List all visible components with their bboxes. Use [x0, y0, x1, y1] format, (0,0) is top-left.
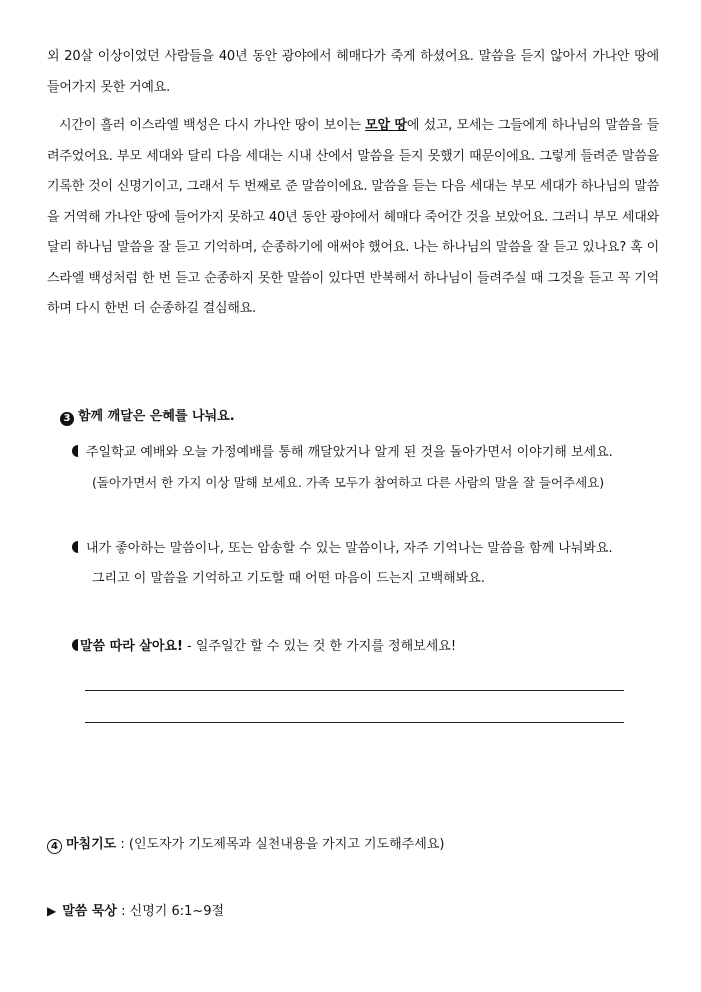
question-3 — [72, 632, 456, 662]
question-2-subtext: 그리고 이 말씀을 기억하고 기도할 때 어떤 마음이 드는지 고백해봐요. — [92, 571, 485, 586]
section-3-heading — [60, 405, 235, 426]
answer-line-1[interactable] — [85, 690, 624, 691]
answer-line-2[interactable] — [85, 722, 624, 723]
section-4-title: 마침기도 — [66, 837, 117, 852]
half-circle-bullet-icon — [72, 541, 78, 553]
intro-paragraph: 외 20살 이상이었던 사람들을 40년 동안 광야에서 헤매다가 죽게 하셨어요. 말씀을 듣지 않아서 가나안 땅에 들어가지 못한 거예요. — [47, 49, 659, 95]
section-3-title: 함께 깨달은 은혜를 나눠요. — [78, 409, 235, 424]
half-circle-bullet-icon — [72, 639, 78, 651]
question-3-title: 말씀 따라 살아요! — [80, 639, 183, 654]
section-4-closing-prayer — [47, 833, 444, 854]
question-3-text: - 일주일간 할 수 있는 것 한 가지를 정해보세요! — [182, 639, 457, 654]
section-meditation — [47, 900, 224, 919]
question-1-text: 주일학교 예배와 오늘 가정예배를 통해 깨달았거나 알게 된 것을 돌아가면서 이야기해 보세요. — [86, 445, 613, 460]
story-text-after: 에 섰고, 모세는 그들에게 하나님의 말씀을 들려주었어요. 부모 세대와 달리 다음 세대는 시내 산에서 말씀을 듣지 못했기 때문이에요. 그렇게 들려준 말씀을 기록한 것이 신명기이고, 그래서 두 번째로 준 말씀이에요. 말씀을 듣는 다음 세대는 부모 세대가 하나님의 말씀을 거역해 가나안 땅에 들어가지 못하고 40년 동안 광야에서 헤매다 죽어간 것을 보았어요. 그러니 부모 세대와 달리 하나님 말씀을 잘 듣고 기억하며, 순종하기에 애써야 했어요. 나는 하나님의 말씀을 잘 듣고 있나요? 혹 이스라엘 백성처럼 한 번 듣고 순종하지 못한 말씀이 있다면 반복해서 하나님이 들려주실 때 그것을 듣고 꼭 기억하며 다시 한번 더 순종하길 결심해요. — [47, 118, 659, 316]
number-4-badge: 4 — [47, 839, 62, 854]
section-4-text: : (인도자가 기도제목과 실천내용을 가지고 기도해주세요) — [116, 837, 445, 852]
number-3-badge: 3 — [60, 412, 74, 426]
meditation-text: : 신명기 6:1~9절 — [117, 904, 225, 919]
question-1-note: (돌아가면서 한 가지 이상 말해 보세요. 가족 모두가 참여하고 다른 사람의 말을 잘 들어주세요) — [92, 475, 605, 490]
half-circle-bullet-icon — [72, 445, 78, 457]
question-2 — [72, 534, 613, 594]
triangle-right-icon: ▶ — [47, 904, 57, 918]
keyword-moab: 모압 땅 — [365, 118, 407, 133]
story-paragraph — [47, 111, 659, 325]
meditation-title: 말씀 묵상 — [62, 904, 117, 919]
story-text-before: 시간이 흘러 이스라엘 백성은 다시 가나안 땅이 보이는 — [59, 118, 366, 133]
question-1 — [72, 438, 613, 498]
question-2-text: 내가 좋아하는 말씀이나, 또는 암송할 수 있는 말씀이나, 자주 기억나는 말씀을 함께 나눠봐요. — [86, 541, 613, 556]
